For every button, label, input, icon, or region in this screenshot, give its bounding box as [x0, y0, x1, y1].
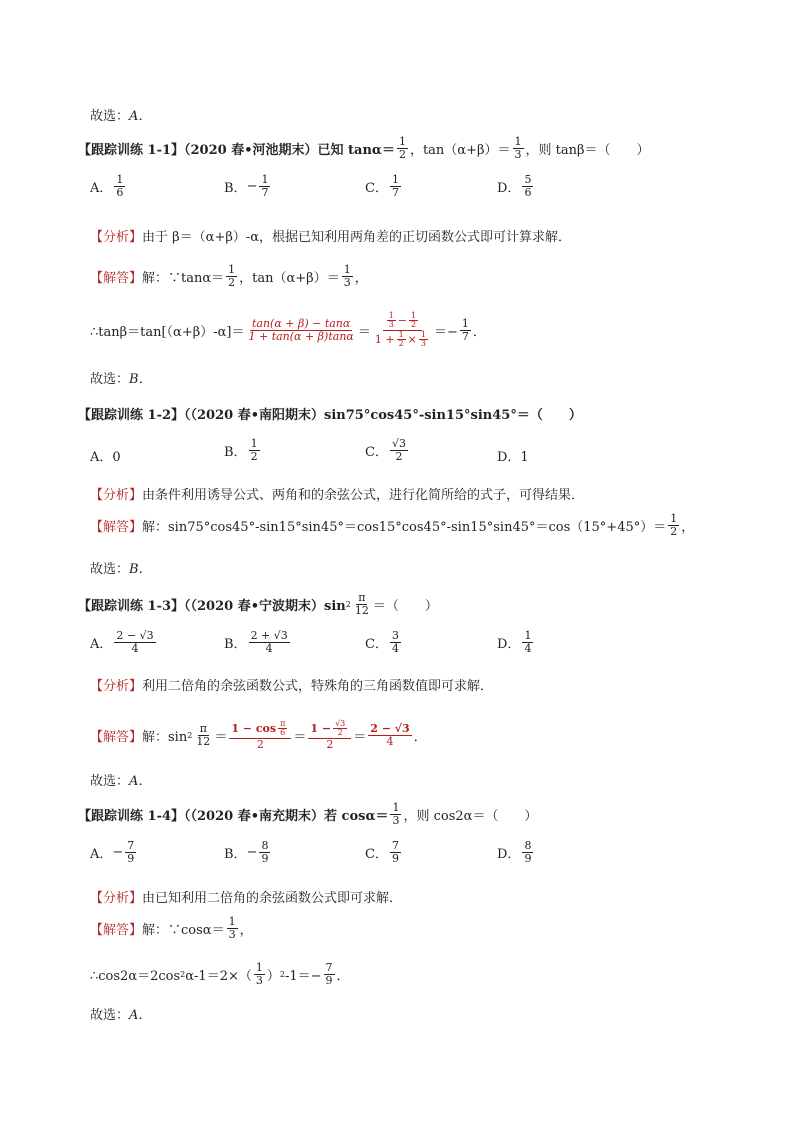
option-c: C． $\frac{1}{7}$	[365, 173, 399, 199]
select-line-4: 故选： A．	[90, 1008, 152, 1023]
calc-1-1: ∴tanβ＝tan[（α+β）-α]＝ $\frac{\tan(\alpha + \beta) - \tan\alpha}{1 + \tan(\alpha + \beta)\tan\alpha}$ ＝ $\frac{1}{3}$ − $\frac{1}{2}$ 1 + $\frac{1}{2}$ × $\frac{1}{3}$ ＝− $\frac{1}{7}$ ．	[90, 311, 486, 349]
question-1-4: 【跟踪训练 1-4】（（2020 春•南充期末）若 cosα＝ $\frac{1}{3}$ ，则 cos2α＝（ ）	[78, 801, 538, 827]
select-line-2: 故选： B．	[90, 562, 152, 577]
analysis-tag: 【分析】	[90, 230, 143, 245]
question-text: ，tan（α+β）＝	[409, 142, 511, 158]
answer-1-2: 【解答】 解：sin75°cos45°-sin15°sin45°＝cos15°cos45°-sin15°sin45°＝cos（15°+45°）＝ $\frac{1}{2}$ ，	[90, 512, 695, 538]
analysis-1-1	[90, 226, 571, 245]
question-1-1	[78, 136, 650, 160]
question-1-2	[78, 404, 582, 423]
select-line-1: 故选： B．	[90, 372, 152, 387]
answer-text: ，tan（α+β）＝	[239, 270, 340, 286]
fraction: $\frac{1}{3}$	[514, 135, 522, 161]
option-d: D． $\frac{1}{4}$	[497, 629, 532, 655]
option-a: A． $\frac{1}{6}$	[90, 173, 124, 199]
question-1-3: 【跟踪训练 1-3】（（2020 春•宁波期末）sin 2 $\frac{\pi}{12}$ ＝（ ）	[78, 591, 438, 617]
answer-1-1: 【解答】 解：∵tanα＝ $\frac{1}{2}$ ，tan（α+β）＝ $\frac{1}{3}$ ，	[90, 263, 368, 289]
option-d: D． $\frac{5}{6}$	[497, 173, 532, 199]
select-label: 故选：	[90, 109, 130, 124]
question-text: ，则 tanβ＝（ ）	[525, 142, 650, 158]
option-b: B． $\frac{1}{2}$	[224, 437, 258, 463]
answer-tag: 【解答】	[90, 270, 143, 286]
answer-1-4: 【解答】 解：∵cosα＝ $\frac{1}{3}$ ，	[90, 915, 253, 941]
select-line-3: 故选： A．	[90, 774, 152, 789]
select-line-0	[90, 105, 151, 124]
option-d: D．1	[497, 450, 529, 465]
calc-text: ∴tanβ＝tan[（α+β）-α]＝	[90, 324, 245, 340]
analysis-1-2: 【分析】 由条件利用诱导公式、两角和的余弦公式，进行化简所给的式子，可得结果．	[90, 488, 585, 503]
calc-fraction: $\frac{\tan(\alpha + \beta) - \tan\alpha}{1 + \tan(\alpha + \beta)\tan\alpha}$	[248, 317, 354, 343]
calc-1-4: ∴cos2α＝2cos 2 α-1＝2×（ $\frac{1}{3}$ ） 2 -1＝− $\frac{7}{9}$ ．	[90, 961, 350, 987]
calc-fraction-2: $\frac{1}{3}$ − $\frac{1}{2}$ 1 + $\frac{1}{2}$ × $\frac{1}{3}$	[374, 311, 426, 349]
analysis-1-4: 【分析】 由已知利用二倍角的余弦函数公式即可求解．	[90, 891, 403, 906]
answer-1-3: 【解答】 解：sin 2 $\frac{\pi}{12}$ ＝ 1 − cos $\frac{\pi}{6}$ 2 ＝ 1 − $\frac{√3}{2}$ 2 ＝ $\frac{2 - √3}{4}$ ．	[90, 719, 427, 751]
question-text: 【跟踪训练 1-1】（2020 春•河池期末）已知 tanα＝	[78, 142, 395, 158]
option-b: B． − $\frac{1}{7}$	[224, 173, 269, 199]
option-a: A． $\frac{2 - √3}{4}$	[90, 629, 154, 655]
answer-text: 解：∵tanα＝	[142, 270, 225, 286]
fraction: $\frac{1}{2}$	[398, 135, 406, 161]
option-c: C． $\frac{3}{4}$	[365, 629, 399, 655]
option-b: B． $\frac{2 + √3}{4}$	[224, 629, 288, 655]
analysis-text: 由于 β＝（α+β）-α，根据已知利用两角差的正切函数公式即可计算求解．	[142, 230, 572, 245]
option-b: B． − $\frac{8}{9}$	[224, 839, 269, 865]
option-d: D． $\frac{8}{9}$	[497, 839, 532, 865]
select-answer: A．	[129, 109, 152, 124]
option-a: A． − $\frac{7}{9}$	[90, 839, 135, 865]
option-a: A．0	[90, 450, 121, 465]
option-c: C． $\frac{√3}{2}$	[365, 437, 406, 463]
option-c: C． $\frac{7}{9}$	[365, 839, 399, 865]
analysis-1-3: 【分析】 利用二倍角的余弦函数公式，特殊角的三角函数值即可求解．	[90, 679, 494, 694]
question-text: 【跟踪训练 1-2】（（2020 春•南阳期末）sin75°cos45°-sin15°sin45°＝（ ）	[78, 408, 582, 423]
